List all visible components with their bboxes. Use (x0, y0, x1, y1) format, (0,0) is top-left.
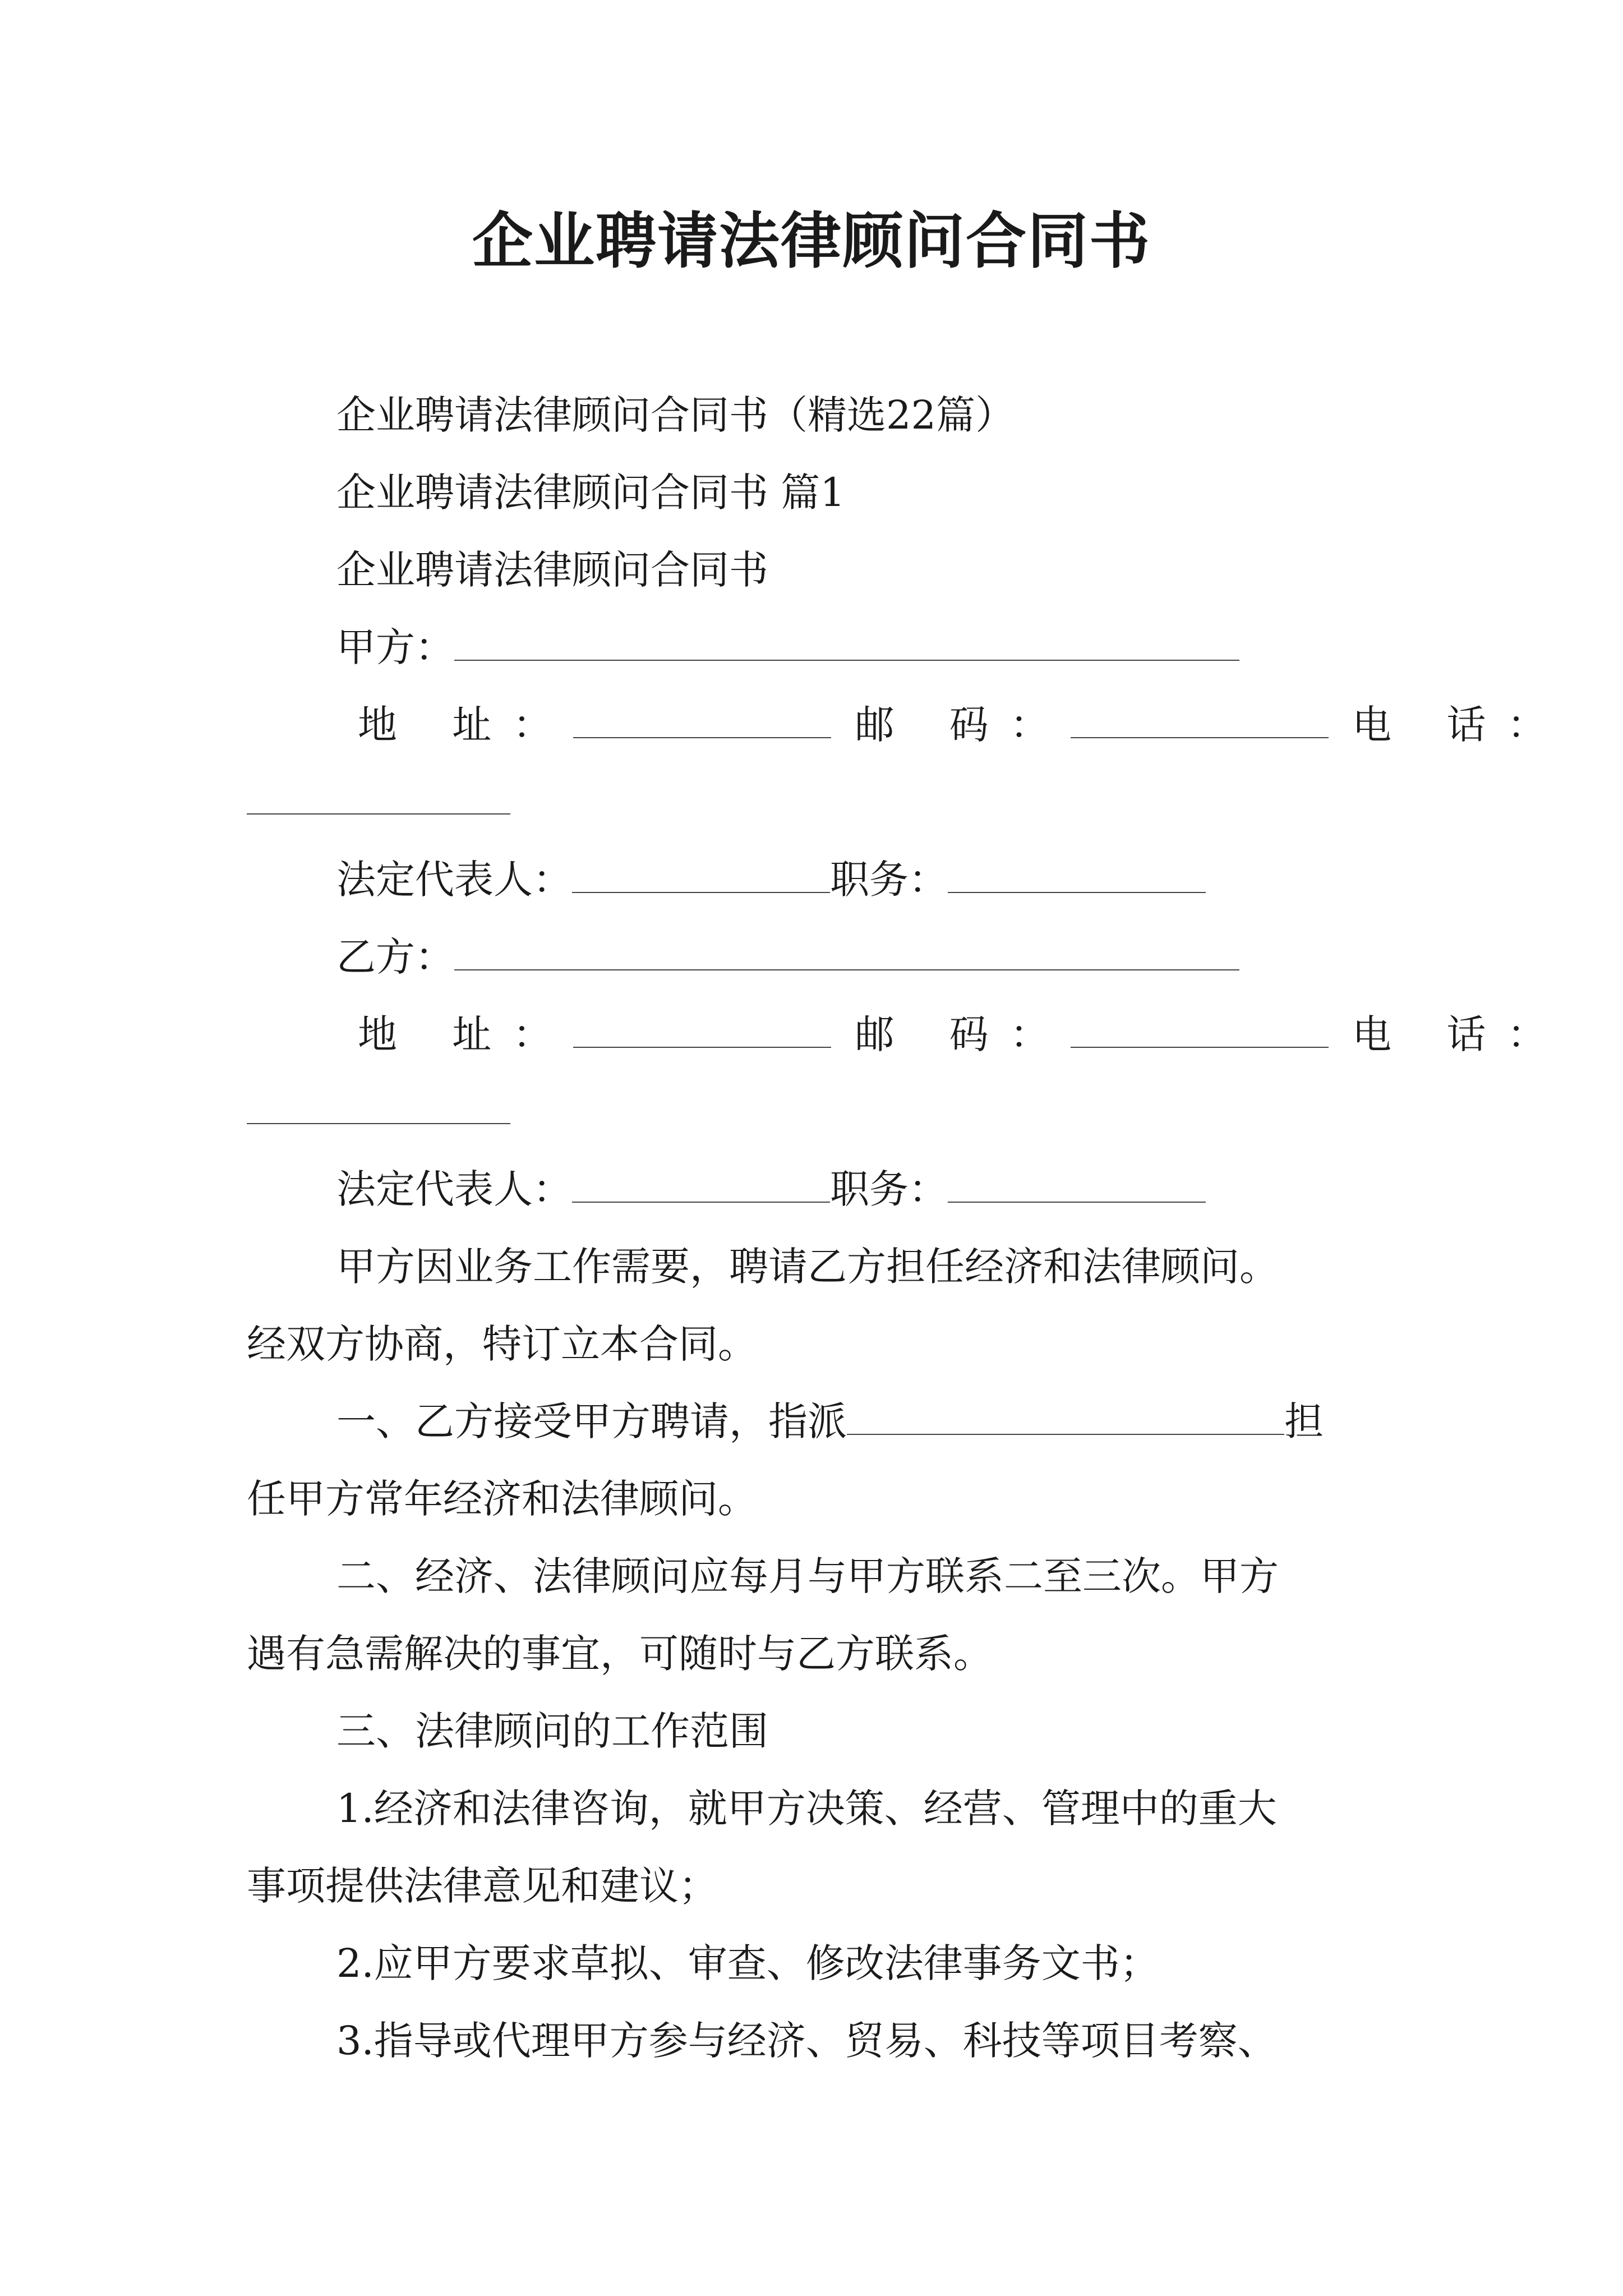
party-b-rep-row (336, 1161, 1206, 1217)
party-b-position-label: 职务： (830, 1166, 948, 1212)
party-a-postcode-label: 邮 码： (855, 702, 1071, 748)
party-a-postcode-blank (1071, 703, 1329, 738)
party-b-position-blank (948, 1168, 1206, 1203)
party-a-contact-row (358, 697, 1567, 753)
party-b-address-label: 地 址： (358, 1011, 574, 1057)
intro-line-2: 经双方协商，特订立本合同。 (247, 1321, 757, 1367)
party-b-row (336, 929, 1239, 985)
party-b-phone-blank (247, 1122, 510, 1124)
clause-1-blank (847, 1400, 1284, 1435)
item-1-line-2: 事项提供法律意见和建议； (247, 1863, 718, 1909)
clause-3-heading: 三、法律顾问的工作范围 (336, 1708, 768, 1754)
intro-line-1: 甲方因业务工作需要，聘请乙方担任经济和法律顾问。 (336, 1244, 1279, 1290)
party-b-blank (454, 936, 1239, 970)
contract-title: 企业聘请法律顾问合同书 (336, 547, 768, 593)
section-heading: 企业聘请法律顾问合同书 篇1 (336, 470, 845, 516)
party-a-rep-row (336, 852, 1206, 908)
party-b-legal-rep-label: 法定代表人： (336, 1166, 572, 1212)
party-a-position-label: 职务： (830, 857, 948, 903)
clause-2-line-2: 遇有急需解决的事宜，可随时与乙方联系。 (247, 1631, 993, 1677)
clause-1-line-1 (336, 1393, 1324, 1450)
item-2-line-1: 2.应甲方要求草拟、审查、修改法律事务文书； (336, 1940, 1159, 1986)
party-b-postcode-label: 邮 码： (855, 1011, 1071, 1057)
document-subtitle: 企业聘请法律顾问合同书（精选22篇） (336, 392, 1015, 438)
party-a-phone-blank (247, 812, 510, 815)
clause-1-text: 一、乙方接受甲方聘请，指派 (336, 1398, 847, 1444)
clause-1-line-2: 任甲方常年经济和法律顾问。 (247, 1476, 757, 1522)
party-b-postcode-blank (1071, 1013, 1329, 1048)
item-3-line-1: 3.指导或代理甲方参与经济、贸易、科技等项目考察、 (336, 2018, 1277, 2064)
party-b-phone-label: 电 话： (1352, 1011, 1568, 1057)
party-a-legal-rep-label: 法定代表人： (336, 857, 572, 903)
party-a-phone-label: 电 话： (1352, 702, 1568, 748)
party-a-legal-rep-blank (572, 858, 830, 893)
party-a-position-blank (948, 858, 1206, 893)
party-a-address-blank (573, 703, 831, 738)
party-b-contact-row (358, 1006, 1567, 1062)
party-b-label: 乙方： (336, 934, 454, 980)
party-a-row (336, 619, 1239, 675)
document-title: 企业聘请法律顾问合同书 (472, 206, 1151, 277)
clause-2-line-1: 二、经济、法律顾问应每月与甲方联系二至三次。甲方 (336, 1553, 1279, 1599)
item-1-line-1: 1.经济和法律咨询，就甲方决策、经营、管理中的重大 (336, 1786, 1277, 1832)
party-b-legal-rep-blank (572, 1168, 830, 1203)
party-b-address-blank (573, 1013, 831, 1048)
party-a-blank (454, 626, 1239, 661)
clause-1-tail: 担 (1284, 1398, 1324, 1444)
party-a-label: 甲方： (336, 624, 454, 670)
party-a-address-label: 地 址： (358, 702, 574, 748)
